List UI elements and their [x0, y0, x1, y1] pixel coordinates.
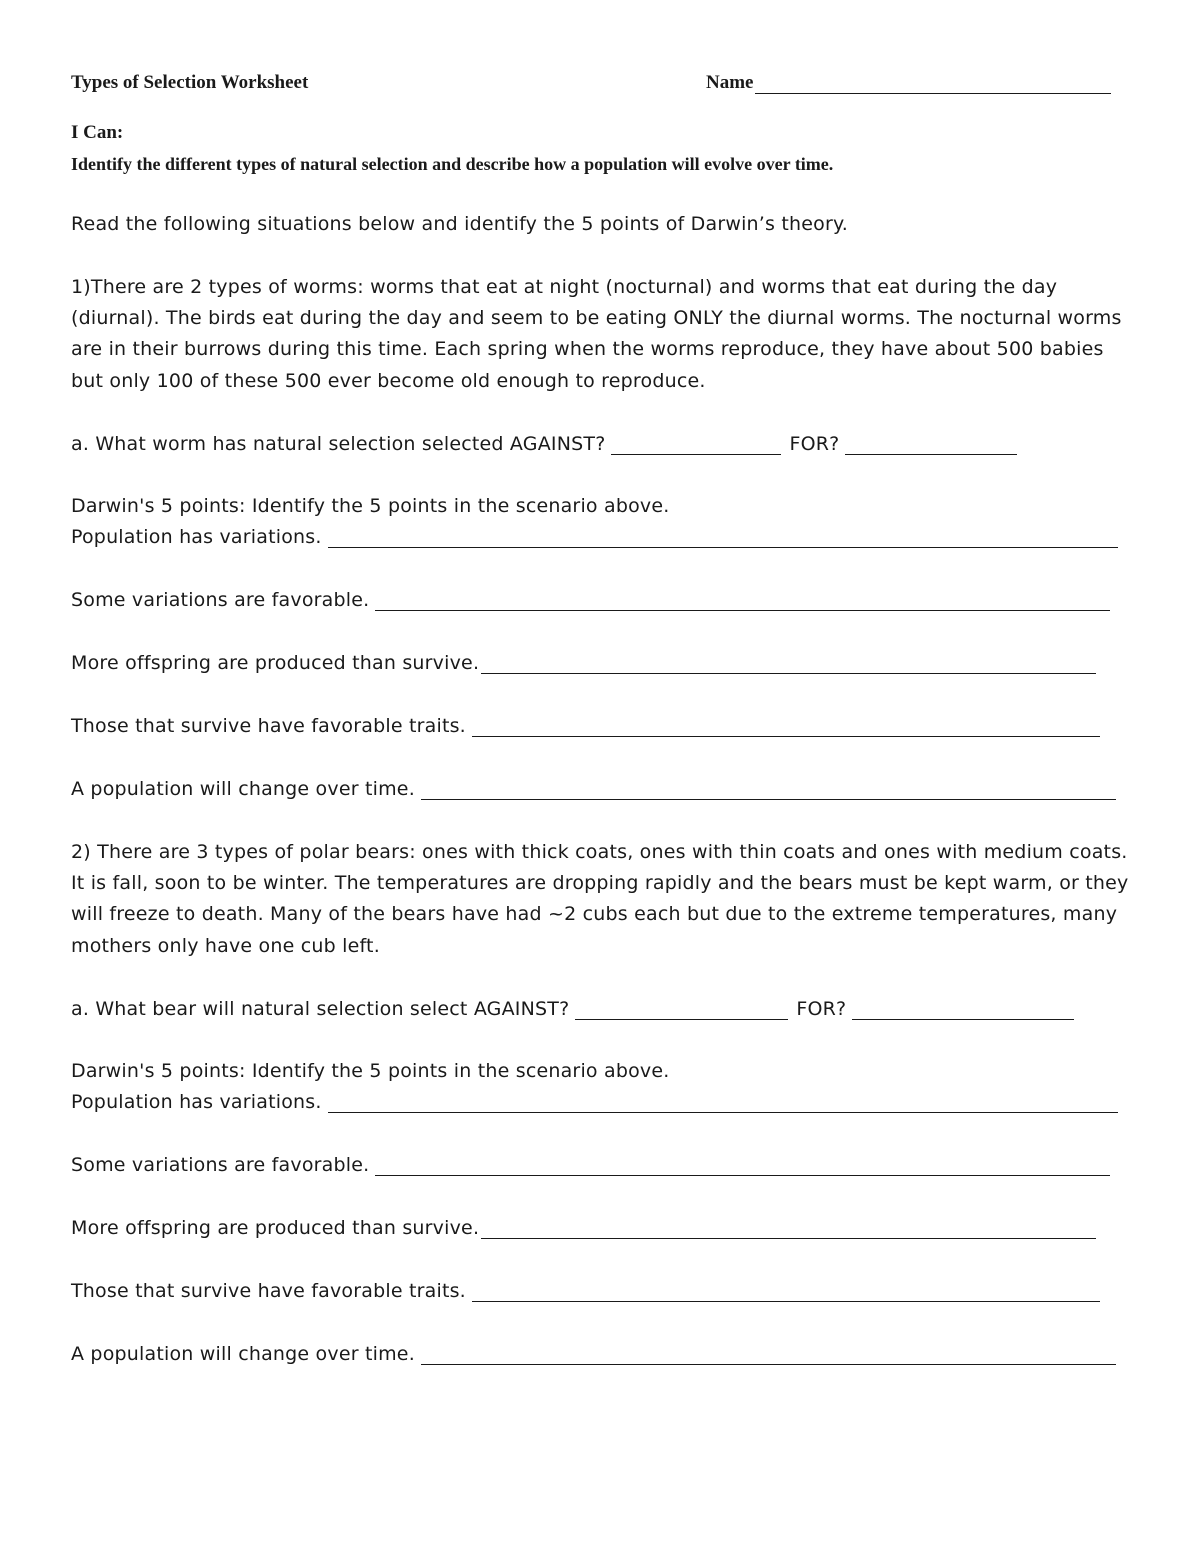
for-answer-blank[interactable]	[845, 436, 1017, 455]
point-answer-blank[interactable]	[375, 592, 1110, 611]
point-answer-blank[interactable]	[375, 1157, 1110, 1176]
for-label: FOR?	[789, 433, 840, 455]
point-label: Some variations are favorable.	[71, 1154, 370, 1176]
instructions: Read the following situations below and identify the 5 points of Darwin’s theory.	[71, 213, 848, 235]
point-label: Some variations are favorable.	[71, 589, 370, 611]
objective-heading: I Can:	[71, 122, 124, 143]
for-answer-blank[interactable]	[852, 1001, 1074, 1020]
scenario-1-points-heading: Darwin's 5 points: Identify the 5 points in the scenario above.	[71, 495, 670, 517]
point-answer-blank[interactable]	[481, 1220, 1096, 1239]
point-label: Those that survive have favorable traits.	[71, 1280, 466, 1302]
scenario-2-point-row	[71, 1280, 1100, 1302]
objective-text: Identify the different types of natural selection and describe how a population will evolve over time.	[71, 154, 834, 174]
point-answer-blank[interactable]	[481, 655, 1096, 674]
against-answer-blank[interactable]	[575, 1001, 788, 1020]
scenario-1-question-a	[71, 433, 1017, 455]
scenario-1-point-row	[71, 589, 1110, 611]
point-label: Population has variations.	[71, 1091, 322, 1113]
question-a-label: a. What bear will natural selection select AGAINST?	[71, 998, 570, 1020]
against-answer-blank[interactable]	[611, 436, 781, 455]
name-label: Name	[706, 72, 754, 93]
scenario-2-point-row	[71, 1154, 1110, 1176]
point-answer-blank[interactable]	[472, 1283, 1100, 1302]
name-blank[interactable]	[755, 73, 1111, 94]
point-answer-blank[interactable]	[421, 781, 1116, 800]
point-answer-blank[interactable]	[421, 1346, 1116, 1365]
scenario-2-point-row	[71, 1217, 1096, 1239]
point-answer-blank[interactable]	[472, 718, 1100, 737]
name-field	[706, 72, 1111, 94]
scenario-2-text: 2) There are 3 types of polar bears: ones with thick coats, ones with thin coats and ones with medium coats. It is fall, soon to be winter. The temperatures are dropping rapidly and the bears must be kept warm, or they will freeze to death. Many of the bears have had ~2 cubs each but due to the extreme temperatures, many mothers only have one cub left.	[71, 841, 1129, 957]
worksheet-title: Types of Selection Worksheet	[71, 72, 309, 93]
point-label: Population has variations.	[71, 526, 322, 548]
scenario-1-point-row	[71, 715, 1100, 737]
scenario-2-point-row	[71, 1091, 1118, 1113]
point-answer-blank[interactable]	[328, 1094, 1118, 1113]
point-label: More offspring are produced than survive.	[71, 652, 480, 674]
scenario-2-points-heading: Darwin's 5 points: Identify the 5 points in the scenario above.	[71, 1060, 670, 1082]
scenario-2-question-a	[71, 998, 1074, 1020]
for-label: FOR?	[796, 998, 847, 1020]
scenario-1-point-row	[71, 778, 1116, 800]
point-label: More offspring are produced than survive.	[71, 1217, 480, 1239]
question-a-label: a. What worm has natural selection selected AGAINST?	[71, 433, 606, 455]
point-label: A population will change over time.	[71, 1343, 415, 1365]
point-label: A population will change over time.	[71, 778, 415, 800]
scenario-2-point-row	[71, 1343, 1116, 1365]
scenario-1-text: 1)There are 2 types of worms: worms that eat at night (nocturnal) and worms that eat during the day (diurnal). The birds eat during the day and seem to be eating ONLY the diurnal worms. The nocturnal worms are in their burrows during this time. Each spring when the worms reproduce, they have about 500 babies but only 100 of these 500 ever become old enough to reproduce.	[71, 276, 1122, 392]
scenario-1-point-row	[71, 652, 1096, 674]
scenario-1-point-row	[71, 526, 1118, 548]
point-label: Those that survive have favorable traits.	[71, 715, 466, 737]
point-answer-blank[interactable]	[328, 529, 1118, 548]
